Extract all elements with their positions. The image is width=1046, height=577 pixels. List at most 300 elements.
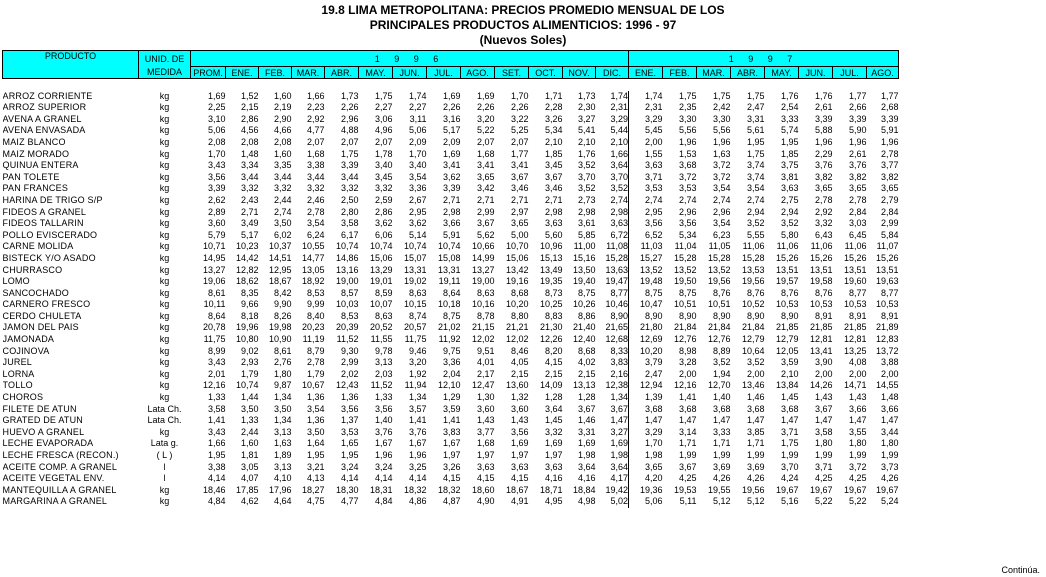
table-row (3, 172, 899, 184)
price-cell: 3,06 (374, 113, 393, 124)
price-cell: 3,58 (207, 403, 226, 414)
price-cell: 1,47 (880, 415, 899, 426)
price-cell: 2,19 (273, 102, 292, 113)
price-cell: 12,02 (471, 334, 495, 345)
product-name: AVENA A GRANEL (2, 113, 82, 124)
price-cell: 8,90 (629, 311, 663, 323)
price-cell: 1,95 (207, 450, 226, 460)
table-row (3, 183, 899, 195)
price-cell: 2,90 (273, 113, 292, 124)
table-row (3, 462, 899, 474)
price-cell: 12,16 (673, 380, 697, 391)
price-cell: 2,61 (814, 102, 833, 113)
price-cell: 1,73 (340, 90, 359, 101)
price-cell: 13,05 (301, 264, 325, 275)
price-cell: 19,67 (809, 484, 833, 495)
price-cell: 3,10 (207, 113, 226, 124)
price-cell: 10,37 (268, 241, 292, 252)
price-cell: 1,47 (814, 415, 833, 426)
price-cell: 13,60 (505, 380, 529, 391)
price-cell: 8,46 (510, 345, 529, 356)
price-cell: 11,05 (708, 241, 731, 252)
table-row (3, 322, 899, 334)
price-cell: 15,26 (843, 252, 867, 263)
price-cell: 10,26 (572, 299, 596, 310)
price-cell: 1,34 (273, 392, 292, 403)
price-cell: 1,43 (476, 415, 495, 426)
price-cell: 10,74 (437, 241, 461, 252)
price-cell: 3,44 (340, 171, 359, 182)
price-cell: 1,60 (273, 90, 292, 101)
table-row (3, 380, 899, 392)
unit-of-measure: kg (159, 218, 170, 229)
price-table (2, 50, 899, 508)
price-cell: 1,89 (273, 450, 292, 460)
price-cell: 1,34 (408, 392, 427, 403)
price-cell: 8,76 (712, 287, 731, 298)
price-cell: 5,34 (544, 125, 563, 136)
price-cell: 2,95 (408, 206, 427, 217)
price-cell: 3,44 (273, 171, 292, 182)
price-cell: 1,85 (780, 148, 799, 159)
header-year-1996: 1 9 9 6 (191, 51, 629, 67)
product-name: JUREL (2, 357, 33, 368)
price-cell: 3,85 (746, 426, 765, 437)
price-cell: 21,85 (809, 322, 833, 333)
price-cell: 3,82 (880, 171, 899, 182)
price-cell: 1,69 (577, 438, 596, 449)
price-cell: 3,77 (880, 160, 899, 171)
price-cell: 2,04 (442, 368, 461, 379)
price-cell: 19,57 (775, 276, 799, 287)
price-cell: 8,90 (780, 310, 799, 321)
price-cell: 20,23 (301, 322, 325, 333)
price-cell: 13,51 (775, 264, 799, 275)
price-cell: 19,56 (741, 276, 765, 287)
price-cell: 14,99 (471, 252, 495, 263)
price-cell: 2,97 (510, 206, 529, 217)
price-cell: 1,99 (780, 450, 799, 460)
price-cell: 1,71 (746, 438, 765, 449)
price-cell: 10,23 (235, 241, 259, 252)
price-cell: 3,66 (442, 218, 461, 229)
price-cell: 18,71 (539, 484, 563, 495)
price-cell: 2,03 (374, 368, 393, 379)
price-cell: 1,85 (544, 148, 563, 159)
price-cell: 11,08 (606, 241, 628, 252)
price-cell: 3,67 (814, 403, 833, 414)
price-cell: 10,18 (437, 299, 461, 310)
price-cell: 12,10 (437, 380, 461, 391)
price-cell: 5,84 (880, 229, 899, 240)
price-cell: 3,58 (814, 426, 833, 437)
price-cell: 3,70 (610, 171, 628, 182)
product-name: BISTECK Y/O ASADO (2, 252, 96, 263)
price-cell: 5,41 (577, 125, 596, 136)
product-name: MARGARINA A GRANEL (2, 496, 108, 507)
price-cell: 1,99 (880, 450, 899, 460)
price-cell: 4,08 (848, 357, 867, 368)
price-cell: 21,85 (843, 322, 867, 333)
price-cell: 1,69 (544, 438, 563, 449)
price-cell: 1,97 (476, 450, 495, 460)
price-cell: 1,45 (780, 392, 799, 403)
price-cell: 18,67 (505, 484, 529, 495)
price-cell: 19,56 (707, 276, 731, 287)
header-1996-month: AGO. (461, 67, 495, 79)
unit-of-measure: kg (159, 125, 170, 136)
unit-of-measure: kg (159, 229, 170, 240)
price-cell: 8,76 (814, 287, 833, 298)
price-cell: 13,49 (539, 264, 563, 275)
price-cell: 18,46 (202, 484, 226, 495)
price-cell: 8,77 (848, 287, 867, 298)
table-row (3, 125, 899, 137)
price-cell: 11,00 (573, 241, 596, 252)
table-row (3, 357, 899, 369)
price-cell: 10,52 (741, 299, 765, 310)
price-cell: 3,20 (408, 357, 427, 368)
table-row (3, 427, 899, 439)
price-cell: 4,26 (880, 473, 899, 484)
price-cell: 8,20 (544, 345, 563, 356)
price-cell: 5,55 (746, 229, 765, 240)
price-cell: 2,99 (880, 218, 899, 229)
price-cell: 1,70 (629, 438, 663, 450)
price-cell: 2,10 (577, 136, 596, 147)
price-cell: 14,42 (235, 252, 259, 263)
price-cell: 3,71 (780, 426, 799, 437)
price-cell: 4,24 (780, 473, 799, 484)
price-cell: 3,14 (678, 426, 697, 437)
price-cell: 1,33 (207, 392, 226, 403)
price-cell: 4,13 (306, 473, 325, 484)
header-1997-month: JUL. (833, 67, 867, 79)
price-cell: 2,74 (629, 195, 663, 207)
price-cell: 3,27 (610, 426, 628, 437)
unit-of-measure: kg (159, 171, 170, 182)
price-cell: 1,68 (476, 148, 495, 159)
price-cell: 19,98 (268, 322, 292, 333)
price-cell: 5,45 (629, 125, 663, 137)
price-cell: 11,55 (370, 334, 393, 345)
price-cell: 1,96 (408, 450, 427, 460)
price-cell: 10,64 (741, 345, 765, 356)
price-cell: 3,52 (780, 218, 799, 229)
price-cell: 1,41 (408, 415, 427, 426)
price-cell: 3,68 (746, 403, 765, 414)
price-cell: 6,43 (814, 229, 833, 240)
header-1997-month: MAR. (697, 67, 731, 79)
price-cell: 3,43 (207, 160, 226, 171)
price-cell: 11,07 (876, 241, 899, 252)
price-cell: 3,54 (408, 171, 427, 182)
price-cell: 19,56 (741, 484, 765, 495)
price-cell: 19,40 (572, 276, 596, 287)
price-cell: 4,20 (629, 473, 663, 485)
price-cell: 2,08 (240, 136, 259, 147)
price-cell: 9,02 (240, 345, 259, 356)
price-cell: 13,25 (843, 345, 867, 356)
price-cell: 8,18 (240, 310, 259, 321)
price-cell: 20,39 (335, 322, 359, 333)
price-cell: 20,78 (202, 322, 226, 333)
price-cell: 1,75 (374, 90, 393, 101)
price-cell: 2,27 (374, 102, 393, 113)
price-cell: 1,77 (848, 90, 867, 101)
price-cell: 1,32 (510, 392, 529, 403)
price-cell: 19,02 (403, 276, 427, 287)
price-cell: 2,07 (306, 136, 325, 147)
price-cell: 3,39 (442, 183, 461, 194)
price-cell: 13,13 (572, 380, 596, 391)
product-name: ACEITE VEGETAL ENV. (2, 473, 105, 484)
price-cell: 1,65 (340, 438, 359, 449)
price-cell: 5,17 (240, 229, 259, 240)
price-cell: 8,78 (476, 310, 495, 321)
unit-of-measure: kg (159, 276, 170, 287)
price-cell: 3,40 (374, 160, 393, 171)
price-cell: 9,51 (476, 345, 495, 356)
price-cell: 2,46 (306, 194, 325, 205)
price-cell: 3,70 (780, 461, 799, 472)
table-row (3, 334, 899, 346)
price-cell: 15,26 (775, 252, 799, 263)
price-cell: 3,32 (374, 183, 393, 194)
price-cell: 10,53 (809, 299, 833, 310)
product-name: JAMON DEL PAIS (2, 322, 79, 333)
price-cell: 3,52 (577, 160, 596, 171)
price-cell: 18,30 (335, 484, 359, 495)
price-cell: 2,74 (746, 194, 765, 205)
table-row (3, 149, 899, 161)
price-cell: 10,47 (629, 299, 663, 311)
price-cell: 2,26 (442, 102, 461, 113)
price-cell: 8,86 (577, 310, 596, 321)
price-cell: 5,24 (880, 496, 899, 507)
price-cell: 4,84 (374, 496, 393, 507)
price-cell: 2,99 (476, 206, 495, 217)
product-name: ACEITE COMP. A GRANEL (2, 461, 118, 472)
price-cell: 2,00 (880, 368, 899, 379)
price-cell: 1,73 (577, 90, 596, 101)
price-cell: 15,06 (369, 252, 393, 263)
header-1997-month: MAY. (765, 67, 799, 79)
price-cell: 4,26 (712, 473, 731, 484)
price-cell: 2,47 (629, 369, 663, 381)
product-name: PAN FRANCES (2, 183, 69, 194)
price-cell: 3,76 (374, 426, 393, 437)
title-line-3: (Nuevos Soles) (479, 33, 567, 47)
price-cell: 1,94 (712, 368, 731, 379)
price-cell: 5,34 (678, 229, 697, 240)
price-cell: 3,52 (577, 183, 596, 194)
price-cell: 3,59 (442, 403, 461, 414)
price-cell: 3,50 (240, 403, 259, 414)
price-cell: 2,79 (880, 194, 899, 205)
price-cell: 3,63 (629, 160, 663, 172)
price-cell: 1,48 (240, 148, 259, 159)
price-cell: 4,84 (207, 496, 226, 507)
price-cell: 3,69 (746, 461, 765, 472)
header-1996-month: MAY. (359, 67, 393, 79)
price-cell: 13,52 (707, 264, 731, 275)
price-cell: 14,55 (875, 380, 899, 391)
price-cell: 5,60 (544, 229, 563, 240)
price-cell: 1,68 (476, 438, 495, 449)
price-cell: 19,67 (775, 484, 799, 495)
price-cell: 3,58 (340, 218, 359, 229)
header-1996-month: NOV. (563, 67, 596, 79)
price-cell: 12,16 (202, 380, 226, 391)
price-cell: 18,62 (235, 276, 259, 287)
price-cell: 5,00 (510, 229, 529, 240)
product-name: MANTEQUILLA A GRANEL (2, 484, 117, 495)
price-cell: 3,56 (629, 218, 663, 230)
price-cell: 2,74 (712, 194, 731, 205)
price-cell: 1,66 (306, 90, 325, 101)
price-cell: 5,22 (476, 125, 495, 136)
price-cell: 15,13 (539, 252, 563, 263)
product-name: JAMONADA (2, 334, 55, 345)
price-cell: 3,32 (273, 183, 292, 194)
price-cell: 1,40 (374, 415, 393, 426)
price-cell: 5,22 (814, 496, 833, 507)
price-cell: 3,67 (510, 171, 529, 182)
price-cell: 4,15 (544, 357, 563, 368)
price-cell: 3,63 (610, 218, 628, 229)
price-cell: 1,66 (207, 438, 226, 449)
table-row (3, 299, 899, 311)
table-title (0, 3, 1046, 48)
price-cell: 2,15 (240, 102, 259, 113)
price-cell: 9,99 (306, 299, 325, 310)
price-cell: 1,40 (712, 392, 731, 403)
price-cell: 1,33 (374, 392, 393, 403)
price-cell: 3,30 (678, 113, 697, 124)
price-cell: 1,74 (610, 90, 628, 101)
price-cell: 2,29 (814, 148, 833, 159)
price-cell: 8,74 (408, 310, 427, 321)
price-cell: 2,00 (746, 368, 765, 379)
price-cell: 14,09 (539, 380, 563, 391)
price-cell: 1,96 (848, 136, 867, 147)
price-cell: 1,74 (629, 91, 663, 103)
price-cell: 12,94 (629, 380, 663, 392)
price-cell: 6,52 (629, 230, 663, 242)
price-cell: 21,02 (437, 322, 461, 333)
price-cell: 3,71 (814, 461, 833, 472)
price-cell: 19,67 (843, 484, 867, 495)
price-cell: 21,84 (673, 322, 697, 333)
price-cell: 11,19 (302, 334, 325, 345)
price-cell: 3,60 (510, 403, 529, 414)
price-cell: 2,71 (476, 194, 495, 205)
price-cell: 3,65 (814, 183, 833, 194)
unit-of-measure: kg (159, 241, 170, 252)
product-name: CHOROS (2, 392, 44, 403)
price-cell: 17,96 (268, 484, 292, 495)
price-cell: 8,68 (577, 345, 596, 356)
price-cell: 3,60 (207, 218, 226, 229)
price-cell: 8,26 (273, 310, 292, 321)
price-cell: 11,04 (674, 241, 697, 252)
table-row (3, 102, 899, 114)
price-cell: 1,71 (712, 438, 731, 449)
price-cell: 19,42 (605, 484, 628, 495)
unit-of-measure: kg (159, 426, 170, 437)
price-cell: 2,78 (848, 194, 867, 205)
price-cell: 2,44 (240, 426, 259, 437)
price-cell: 19,35 (539, 276, 563, 287)
price-cell: 2,96 (340, 113, 359, 124)
price-cell: 1,68 (306, 148, 325, 159)
price-cell: 3,65 (476, 171, 495, 182)
price-cell: 5,22 (848, 496, 867, 507)
price-cell: 3,67 (610, 403, 628, 414)
price-cell: 12,76 (673, 334, 697, 345)
price-cell: 2,00 (629, 137, 663, 149)
price-cell: 15,07 (403, 252, 427, 263)
price-cell: 1,79 (306, 368, 325, 379)
price-cell: 3,03 (848, 218, 867, 229)
price-cell: 2,89 (207, 206, 226, 217)
price-cell: 10,80 (235, 334, 259, 345)
price-cell: 10,71 (202, 241, 226, 252)
product-name: LECHE FRESCA (RECON.) (2, 450, 119, 460)
price-cell: 3,65 (629, 462, 663, 474)
price-cell: 3,74 (746, 160, 765, 171)
unit-of-measure: kg (159, 206, 170, 217)
price-cell: 1,28 (577, 392, 596, 403)
price-cell: 11,75 (203, 334, 226, 345)
price-cell: 13,46 (741, 380, 765, 391)
price-cell: 19,96 (235, 322, 259, 333)
price-cell: 2,30 (577, 102, 596, 113)
price-cell: 2,99 (340, 357, 359, 368)
price-cell: 1,75 (712, 90, 731, 101)
price-cell: 3,29 (629, 427, 663, 439)
price-cell: 3,64 (544, 403, 563, 414)
price-cell: 1,41 (207, 415, 226, 426)
price-cell: 1,69 (510, 438, 529, 449)
price-cell: 11,52 (370, 380, 393, 391)
unit-of-measure: l (163, 461, 166, 472)
price-cell: 15,26 (875, 252, 899, 263)
price-cell: 3,76 (814, 160, 833, 171)
price-cell: 5,16 (780, 496, 799, 507)
unit-of-measure: kg (159, 392, 170, 403)
price-cell: 1,99 (678, 450, 697, 460)
header-1996-month: ENE. (226, 67, 259, 79)
price-cell: 8,83 (544, 310, 563, 321)
price-cell: 11,06 (742, 241, 765, 252)
price-cell: 8,90 (712, 310, 731, 321)
price-cell: 1,98 (577, 450, 596, 460)
price-cell: 1,45 (544, 415, 563, 426)
price-cell: 5,12 (712, 496, 731, 507)
price-cell: 3,11 (409, 113, 427, 124)
price-cell: 1,76 (814, 90, 833, 101)
price-cell: 15,28 (707, 252, 731, 263)
price-cell: 11,06 (844, 241, 867, 252)
price-cell: 3,31 (746, 113, 765, 124)
price-cell: 1,78 (374, 148, 393, 159)
price-cell: 1,96 (678, 136, 697, 147)
table-row (3, 137, 899, 149)
price-cell: 3,22 (510, 113, 529, 124)
table-row (3, 288, 899, 300)
